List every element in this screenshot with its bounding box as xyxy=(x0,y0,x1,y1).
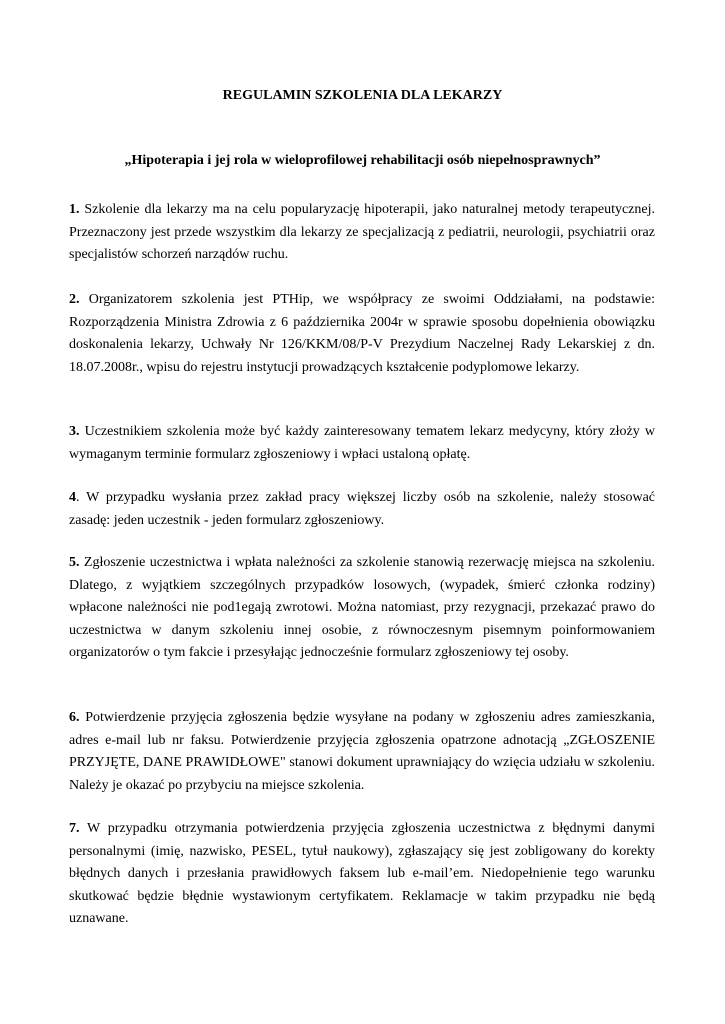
paragraph-number: 2. xyxy=(69,292,80,307)
paragraph-4 xyxy=(69,487,655,532)
paragraph-text: Szkolenie dla lekarzy ma na celu popularyzację hipoterapii, jako naturalnej metody terapeutycznej. Przeznaczony jest przede wszystkim dla lekarzy ze specjalizacją z pediatrii, neurologii, psychiatrii oraz specjalistów schorzeń narządów ruchu. xyxy=(69,202,655,262)
paragraph-number: 7. xyxy=(69,821,80,836)
paragraph-7 xyxy=(69,818,655,931)
document-subtitle: „Hipoterapia i jej rola w wieloprofilowej rehabilitacji osób niepełnosprawnych” xyxy=(124,153,601,168)
paragraph-5 xyxy=(69,552,655,665)
paragraph-text: Uczestnikiem szkolenia może być każdy zainteresowany tematem lekarz medycyny, który złoży w wymaganym terminie formularz zgłoszeniowy i wpłaci ustaloną opłatę. xyxy=(69,424,655,462)
paragraph-text: Potwierdzenie przyjęcia zgłoszenia będzie wysyłane na podany w zgłoszeniu adres zamieszkania, adres e-mail lub nr faksu. Potwierdzenie przyjęcia zgłoszenia opatrzone adnotacją „ZGŁOSZENIE PRZYJĘTE, DANE PRAWIDŁOWE" stanowi dokument uprawniający do wzięcia udziału w szkoleniu. Należy je okazać po przybyciu na miejsce szkolenia. xyxy=(69,710,655,793)
paragraph-1 xyxy=(69,199,655,267)
paragraph-text: Zgłoszenie uczestnictwa i wpłata należności za szkolenie stanowią rezerwację miejsca na szkoleniu. Dlatego, z wyjątkiem szczególnych przypadków losowych, (wypadek, śmierć członka rodziny) wpłacone należności nie pod1egają zwrotowi. Można natomiast, przy rezygnacji, przekazać prawo do uczestnictwa w danym szkoleniu innej osobie, z równoczesnym pisemnym poinformowaniem organizatorów o tym fakcie i przesyłając jednocześnie formularz zgłoszeniowy tej osoby. xyxy=(69,555,655,660)
paragraph-number: 5. xyxy=(69,555,80,570)
paragraph-text: Organizatorem szkolenia jest PTHip, we współpracy ze swoimi Oddziałami, na podstawie: Rozporządzenia Ministra Zdrowia z 6 października 2004r w sprawie sposobu dopełnienia obowiązku doskonalenia lekarzy, Uchwały Nr 126/KKM/08/P-V Prezydium Naczelnej Rady Lekarskiej z dn. 18.07.2008r., wpisu do rejestru instytucji prowadzących kształcenie podyplomowe lekarzy. xyxy=(69,292,655,375)
paragraph-text: . W przypadku wysłania przez zakład pracy większej liczby osób na szkolenie, należy stosować zasadę: jeden uczestnik - jeden formularz zgłoszeniowy. xyxy=(69,490,655,528)
document-title: REGULAMIN SZKOLENIA DLA LEKARZY xyxy=(222,88,503,103)
paragraph-2 xyxy=(69,289,655,379)
paragraph-number: 1. xyxy=(69,202,80,217)
paragraph-number: 4 xyxy=(69,490,76,505)
paragraph-number: 6. xyxy=(69,710,80,725)
paragraph-text: W przypadku otrzymania potwierdzenia przyjęcia zgłoszenia uczestnictwa z błędnymi danymi personalnymi (imię, nazwisko, PESEL, tytuł naukowy), zgłaszający się jest zobligowany do korekty błędnych danych i przesłania prawidłowych faksem lub e-mail’em. Niedopełnienie tego warunku skutkować będzie błędnie wystawionym certyfikatem. Reklamacje w takim przypadku nie będą uznawane. xyxy=(69,821,655,926)
paragraph-number: 3. xyxy=(69,424,80,439)
paragraph-6 xyxy=(69,707,655,797)
paragraph-3 xyxy=(69,421,655,466)
